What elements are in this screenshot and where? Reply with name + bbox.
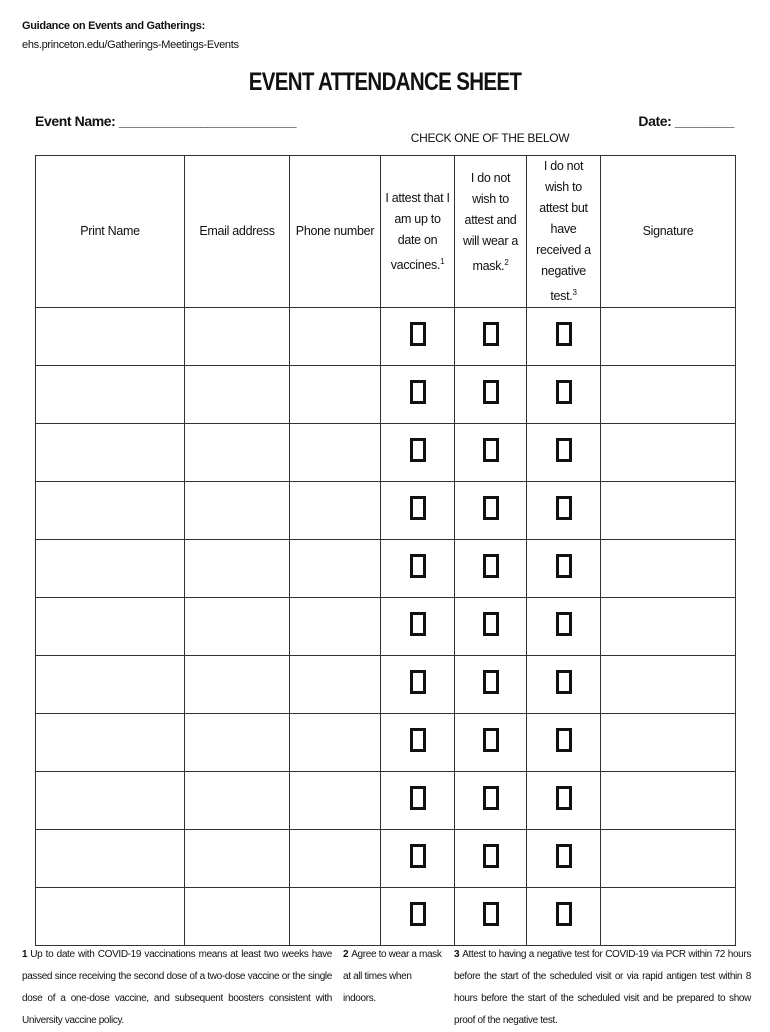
print-name-cell[interactable] [36,308,185,366]
email-cell[interactable] [185,656,290,714]
mask-cell[interactable] [455,656,527,714]
col-print-name: Print Name [36,156,185,308]
print-name-cell[interactable] [36,772,185,830]
print-name-cell[interactable] [36,482,185,540]
print-name-cell[interactable] [36,656,185,714]
attest-vaccinated-cell[interactable] [381,598,455,656]
signature-cell[interactable] [601,308,736,366]
phone-cell[interactable] [290,714,381,772]
col-attest-vaccinated: I attest that I am up to date on vaccines.$^1$ [381,156,455,308]
negative-test-checkbox[interactable] [556,380,572,404]
print-name-cell[interactable] [36,540,185,598]
phone-cell[interactable] [290,656,381,714]
guidance-url[interactable]: ehs.princeton.edu/Gatherings-Meetings-Events [22,39,239,51]
negative-test-checkbox[interactable] [556,322,572,346]
col-negative-test: I do not wish to attest but have received a negative test.$^3$ [527,156,601,308]
phone-cell[interactable] [290,540,381,598]
attest-vaccinated-cell[interactable] [381,714,455,772]
negative-test-checkbox[interactable] [556,728,572,752]
negative-test-checkbox[interactable] [556,902,572,926]
signature-cell[interactable] [601,540,736,598]
phone-cell[interactable] [290,366,381,424]
phone-cell[interactable] [290,830,381,888]
phone-cell[interactable] [290,424,381,482]
mask-checkbox[interactable] [483,612,499,636]
attest-vaccinated-checkbox[interactable] [410,322,426,346]
attest-vaccinated-cell[interactable] [381,366,455,424]
negative-test-cell[interactable] [527,656,601,714]
attest-vaccinated-checkbox[interactable] [410,438,426,462]
signature-cell[interactable] [601,656,736,714]
mask-checkbox[interactable] [483,902,499,926]
table-row [36,540,736,598]
col-email: Email address [185,156,290,308]
table-row [36,714,736,772]
attest-vaccinated-checkbox[interactable] [410,380,426,404]
attest-vaccinated-checkbox[interactable] [410,844,426,868]
attest-vaccinated-checkbox[interactable] [410,612,426,636]
email-cell[interactable] [185,714,290,772]
signature-cell[interactable] [601,830,736,888]
phone-cell[interactable] [290,482,381,540]
mask-cell[interactable] [455,366,527,424]
phone-cell[interactable] [290,308,381,366]
mask-checkbox[interactable] [483,728,499,752]
mask-cell[interactable] [455,888,527,946]
negative-test-cell[interactable] [527,424,601,482]
mask-cell[interactable] [455,772,527,830]
attest-vaccinated-checkbox[interactable] [410,496,426,520]
col-phone: Phone number [290,156,381,308]
mask-cell[interactable] [455,830,527,888]
signature-cell[interactable] [601,366,736,424]
footnote-1: 1 Up to date with COVID-19 vaccinations means at least two weeks have passed since receiving the second dose of a two-dose vaccine or the single dose of a one-dose vaccine, and subsequent boosters consistent with University vaccine policy. [22,949,332,1026]
negative-test-checkbox[interactable] [556,554,572,578]
print-name-cell[interactable] [36,888,185,946]
event-name-field[interactable]: Event Name: ________________________ [35,113,297,129]
mask-checkbox[interactable] [483,438,499,462]
negative-test-cell[interactable] [527,714,601,772]
mask-checkbox[interactable] [483,322,499,346]
attest-vaccinated-cell[interactable] [381,424,455,482]
date-field[interactable]: Date: ________ [638,113,734,129]
attest-vaccinated-checkbox[interactable] [410,902,426,926]
footnote-3: 3 Attest to having a negative test for COVID-19 via PCR within 72 hours before the start of the scheduled visit or via rapid antigen test within 8 hours before the start of the scheduled visit and be prepared to show proof of the negative test. [454,949,751,1026]
mask-checkbox[interactable] [483,554,499,578]
negative-test-cell[interactable] [527,772,601,830]
signature-cell[interactable] [601,482,736,540]
table-row [36,308,736,366]
signature-cell[interactable] [601,424,736,482]
negative-test-cell[interactable] [527,366,601,424]
negative-test-checkbox[interactable] [556,612,572,636]
phone-cell[interactable] [290,772,381,830]
negative-test-checkbox[interactable] [556,786,572,810]
mask-cell[interactable] [455,540,527,598]
check-instruction: CHECK ONE OF THE BELOW [410,131,570,145]
table-row [36,482,736,540]
email-cell[interactable] [185,540,290,598]
mask-cell[interactable] [455,482,527,540]
attest-vaccinated-cell[interactable] [381,830,455,888]
signature-cell[interactable] [601,772,736,830]
email-cell[interactable] [185,888,290,946]
email-cell[interactable] [185,308,290,366]
negative-test-cell[interactable] [527,482,601,540]
print-name-cell[interactable] [36,366,185,424]
negative-test-checkbox[interactable] [556,438,572,462]
table-row [36,888,736,946]
mask-checkbox[interactable] [483,380,499,404]
attest-vaccinated-cell[interactable] [381,888,455,946]
print-name-cell[interactable] [36,830,185,888]
table-row [36,366,736,424]
table-row [36,656,736,714]
footnote-2: 2 Agree to wear a mask at all times when indoors. [343,949,442,1004]
negative-test-checkbox[interactable] [556,844,572,868]
mask-checkbox[interactable] [483,670,499,694]
table-row [36,830,736,888]
negative-test-checkbox[interactable] [556,496,572,520]
email-cell[interactable] [185,366,290,424]
table-row [36,772,736,830]
table-header-row [36,156,736,308]
signature-cell[interactable] [601,598,736,656]
attest-vaccinated-cell[interactable] [381,540,455,598]
phone-cell[interactable] [290,598,381,656]
attest-vaccinated-cell[interactable] [381,308,455,366]
mask-cell[interactable] [455,598,527,656]
attendance-table [35,155,736,946]
mask-cell[interactable] [455,424,527,482]
email-cell[interactable] [185,772,290,830]
page-title: EVENT ATTENDANCE SHEET [248,68,522,96]
signature-cell[interactable] [601,714,736,772]
attest-vaccinated-checkbox[interactable] [410,670,426,694]
negative-test-cell[interactable] [527,830,601,888]
negative-test-cell[interactable] [527,598,601,656]
negative-test-checkbox[interactable] [556,670,572,694]
email-cell[interactable] [185,424,290,482]
attest-vaccinated-cell[interactable] [381,772,455,830]
col-mask: I do not wish to attest and will wear a mask.$^2$ [455,156,527,308]
mask-checkbox[interactable] [483,496,499,520]
attest-vaccinated-cell[interactable] [381,656,455,714]
signature-cell[interactable] [601,888,736,946]
email-cell[interactable] [185,598,290,656]
attest-vaccinated-checkbox[interactable] [410,786,426,810]
mask-checkbox[interactable] [483,844,499,868]
attest-vaccinated-checkbox[interactable] [410,728,426,752]
mask-cell[interactable] [455,714,527,772]
negative-test-cell[interactable] [527,888,601,946]
phone-cell[interactable] [290,888,381,946]
mask-checkbox[interactable] [483,786,499,810]
table-row [36,598,736,656]
mask-cell[interactable] [455,308,527,366]
print-name-cell[interactable] [36,598,185,656]
attest-vaccinated-cell[interactable] [381,482,455,540]
col-signature: Signature [601,156,736,308]
print-name-cell[interactable] [36,714,185,772]
negative-test-cell[interactable] [527,308,601,366]
email-cell[interactable] [185,482,290,540]
email-cell[interactable] [185,830,290,888]
attest-vaccinated-checkbox[interactable] [410,554,426,578]
guidance-heading: Guidance on Events and Gatherings: [22,20,205,32]
table-row [36,424,736,482]
print-name-cell[interactable] [36,424,185,482]
negative-test-cell[interactable] [527,540,601,598]
